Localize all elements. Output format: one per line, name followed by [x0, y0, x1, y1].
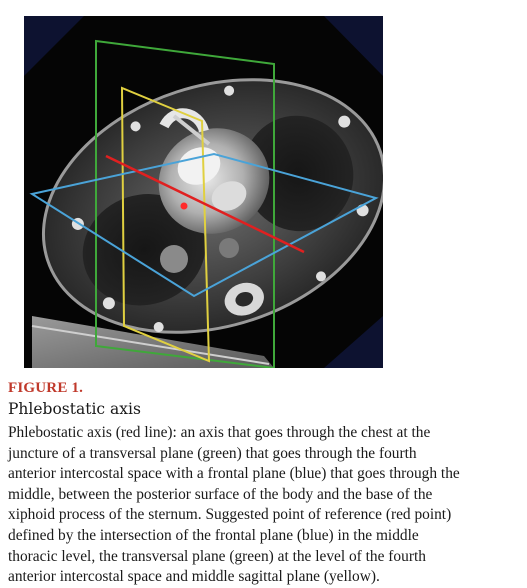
figure-label: FIGURE 1. — [8, 380, 84, 396]
caption-line: middle, between the posterior surface of the body and the base of the — [8, 485, 433, 503]
aorta — [160, 245, 188, 273]
reference-point — [181, 203, 188, 210]
caption-line: xiphoid process of the sternum. Suggested point of reference (red point) — [8, 506, 452, 524]
caption-line: anterior intercostal space with a frontal plane (blue) that goes through the — [8, 465, 460, 483]
figure-title: Phlebostatic axis — [8, 400, 141, 418]
caption-line: juncture of a transversal plane (green) that goes through the fourth — [8, 444, 417, 462]
caption-line: thoracic level, the transversal plane (green) at the level of the fourth — [8, 547, 426, 565]
caption-line: anterior intercostal space and middle sagittal plane (yellow). — [8, 568, 380, 586]
caption-line: Phlebostatic axis (red line): an axis that goes through the chest at the — [8, 424, 431, 441]
caption-line: defined by the intersection of the frontal plane (blue) in the middle — [8, 526, 419, 544]
figure-caption — [8, 423, 524, 588]
esophagus — [219, 238, 239, 258]
ct-figure-image — [24, 16, 383, 368]
